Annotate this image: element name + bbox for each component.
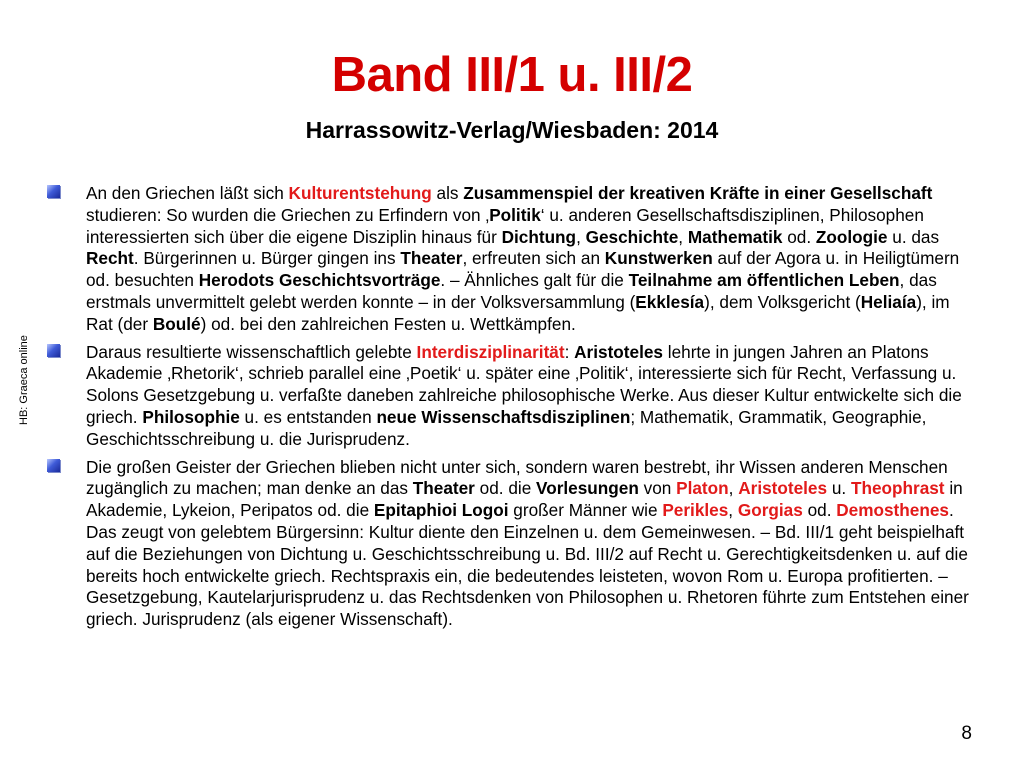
text-segment: , — [576, 226, 586, 247]
bold-term: neue Wissenschaftsdisziplinen — [376, 406, 631, 427]
text-segment: , — [728, 500, 738, 521]
text-segment: Daraus resultierte wissenschaftlich gelebte — [86, 341, 417, 362]
text-segment: lehrte in jungen Jahren an Platons Akademie ‚Rhetorik‘, schrieb parallel eine ‚Poetik‘ u. später eine ‚Politik‘, interessierte sich für Recht, Verfassung u. Solons Gesetzgebung u. verfaßte daneben zahlreiche philosophische Werke. Aus dieser Kultur entwickelte sich die griech. — [86, 341, 962, 427]
text-segment: als — [431, 183, 464, 203]
text-segment: . Bürgerinnen u. Bürger gingen ins — [133, 248, 401, 269]
highlighted-term: Theophrast — [850, 478, 945, 499]
slide-subtitle: Harrassowitz-Verlag/Wiesbaden: 2014 — [305, 117, 719, 143]
text-segment: , — [678, 226, 688, 247]
bold-term: Politik — [489, 204, 541, 225]
highlighted-term: Platon — [676, 478, 729, 499]
highlighted-term: Gorgias — [737, 500, 803, 521]
bold-term: Vorlesungen — [536, 478, 639, 499]
bold-term: Mathematik — [687, 226, 783, 247]
highlighted-term: Perikles — [662, 500, 729, 521]
bold-term: Boulé — [152, 313, 201, 334]
text-segment: auf der Agora u. in Heiligtümern od. besuchten — [86, 248, 960, 291]
bullet-text — [86, 342, 962, 449]
bold-term: Ekklesía — [635, 291, 705, 312]
text-segment: studieren: So wurden die Griechen zu Erfindern von ‚ — [86, 204, 490, 225]
text-segment: An den Griechen läßt sich — [86, 183, 289, 203]
text-segment: : — [564, 341, 575, 362]
bold-term: Heliaía — [860, 291, 917, 312]
bold-term: Zoologie — [815, 226, 888, 247]
bold-term: Kunstwerken — [604, 248, 713, 269]
slide-title: Band III/1 u. III/2 — [331, 48, 693, 102]
text-segment: . Das zeugt von gelebtem Bürgersinn: Kultur diente den Einzelnen u. dem Gemeinwesen. – Bd. III/1 geht beispielhaft auf die Beziehungen von Dichtung u. Geschichtsschreibung u. Bd. III/2 auf Recht u. Gerechtigkeitsdenken u. auf die bereits hoch entwickelte griech. Rechtspraxis ein, die bedeutendes leisteten, wovon Rom u. Europa profitierten. – Gesetzgebung, Kautelarjurisprudenz u. das Rechtsdenken von Philosophen u. Rhetoren führte zum Entstehen einer griech. Jurisprudenz (als eigener Wissenschaft). — [86, 500, 969, 630]
highlighted-term: Demosthenes — [836, 500, 949, 521]
square-bullet-icon — [47, 185, 60, 198]
bullet-item — [44, 342, 976, 451]
bold-term: Theater — [412, 478, 475, 499]
text-segment: ‘ u. anderen Gesellschaftsdisziplinen, Philosophen interessierten sich über die eigene Disziplin hinaus für — [86, 204, 924, 247]
bullet-item — [44, 457, 976, 631]
highlighted-term: Aristoteles — [738, 478, 828, 499]
bold-term: Teilnahme am öffentlichen Leben — [628, 270, 900, 291]
highlighted-term: Interdisziplinarität — [416, 341, 565, 362]
bold-term: Epitaphioi Logoi — [373, 500, 509, 521]
text-segment: u. — [827, 478, 851, 499]
bullet-text — [86, 457, 969, 630]
page-number: 8 — [961, 723, 972, 744]
text-segment: ) od. bei den zahlreichen Festen u. Wettkämpfen. — [200, 313, 576, 334]
side-label: HB: Graeca online — [18, 335, 30, 425]
text-segment: Die großen Geister der Griechen blieben nicht unter sich, sondern waren bestrebt, ihr Wissen anderen Menschen zugänglich zu machen; man denke an das — [86, 456, 948, 499]
text-segment: großer Männer wie — [508, 500, 663, 521]
text-segment: ), im Rat (der — [86, 291, 950, 334]
bold-term: Geschichte — [585, 226, 679, 247]
text-segment: ), dem Volksgericht ( — [704, 291, 861, 312]
text-segment: od. — [782, 226, 816, 247]
text-segment: od. — [802, 500, 837, 521]
text-segment: u. das — [887, 226, 940, 247]
text-segment: u. es entstanden — [239, 406, 377, 427]
bold-term: Dichtung — [501, 226, 577, 247]
bold-term: Zusammenspiel der kreativen Kräfte in einer Gesellschaft — [463, 183, 933, 203]
text-segment: in Akademie, Lykeion, Peripatos od. die — [86, 478, 963, 521]
text-segment: von — [638, 478, 677, 499]
text-segment: od. die — [474, 478, 537, 499]
bold-term: Recht — [86, 248, 134, 269]
text-segment: , — [728, 478, 739, 499]
text-segment: . – Ähnliches galt für die — [440, 270, 629, 291]
bullet-list — [44, 183, 976, 637]
bold-term: Theater — [400, 248, 463, 269]
text-segment: , das erstmals unvermittelt gelebt werden konnte – in der Volksversammlung ( — [86, 270, 937, 312]
text-segment: ; Mathematik, Grammatik, Geographie, Geschichtsschreibung u. die Jurisprudenz. — [86, 406, 927, 449]
bullet-item — [44, 183, 976, 336]
text-segment: , erfreuten sich an — [462, 248, 605, 269]
bold-term: Herodots Geschichtsvorträge — [198, 270, 441, 291]
bold-term: Aristoteles — [574, 341, 663, 362]
square-bullet-icon — [47, 459, 60, 472]
square-bullet-icon — [47, 344, 60, 357]
bullet-text — [86, 183, 959, 334]
highlighted-term: Kulturentstehung — [288, 183, 432, 203]
bold-term: Philosophie — [142, 406, 240, 427]
